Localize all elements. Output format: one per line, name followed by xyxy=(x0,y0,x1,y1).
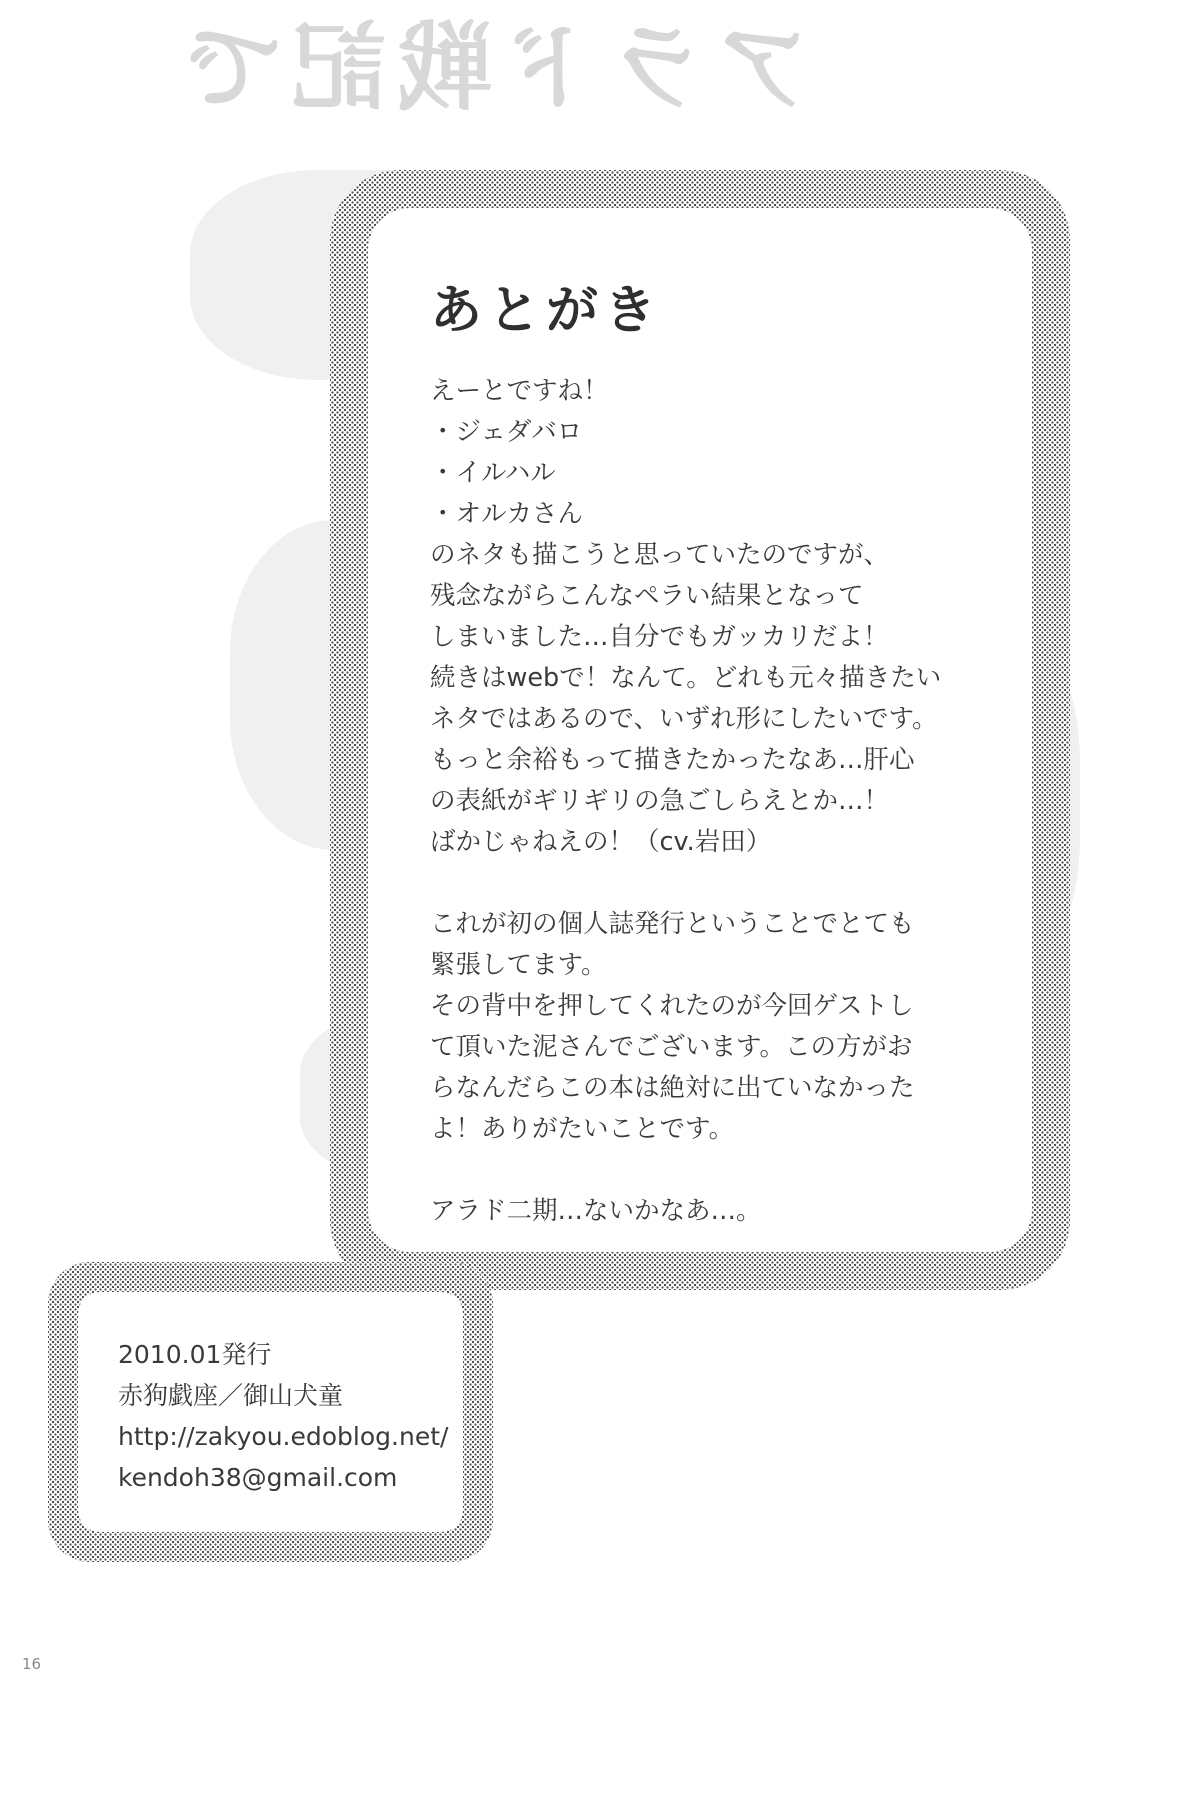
colophon-url[interactable]: http://zakyou.edoblog.net/ xyxy=(118,1422,449,1451)
page-number: 16 xyxy=(22,1655,42,1673)
colophon-panel xyxy=(48,1262,493,1562)
colophon-circle: 赤狗戯座／御山犬童 xyxy=(118,1381,344,1410)
afterword-paragraph: アラド二期…ないかなあ…。 xyxy=(430,1196,762,1226)
afterword-panel-inner xyxy=(368,208,1032,1252)
colophon-date: 2010.01発行 xyxy=(118,1340,272,1369)
afterword-panel xyxy=(330,170,1070,1290)
colophon-email[interactable]: kendoh38@gmail.com xyxy=(118,1463,398,1492)
afterword-paragraph: えーとですね！ ・ジェダバロ ・イルハル ・オルカさん のネタも描こうと思っていたのですが、 残念ながらこんなペラい結果となって しまいました…自分でもガッカリだよ！ 続きはwebで！なんて。どれも元々描きたい ネタではあるので、いずれ形にしたいです。 もっと余裕もって描きたかったなあ…肝心 の表紙がギリギリの急ごしらえとか…！ ばかじゃねえの！（cv.岩田） xyxy=(430,376,942,857)
afterword-body xyxy=(430,371,970,1232)
afterword-title: あとがき xyxy=(430,281,663,341)
bleed-through-text: アラド戦記で xyxy=(175,12,811,124)
afterword-paragraph: これが初の個人誌発行ということでとても 緊張してます。 その背中を押してくれたのが今回ゲストし て頂いた泥さんでございます。この方がお らなんだらこの本は絶対に出ていなかった よ！ありがたいことです。 xyxy=(430,909,915,1144)
colophon-panel-inner xyxy=(78,1292,463,1532)
page-bleed-through xyxy=(0,10,1200,150)
